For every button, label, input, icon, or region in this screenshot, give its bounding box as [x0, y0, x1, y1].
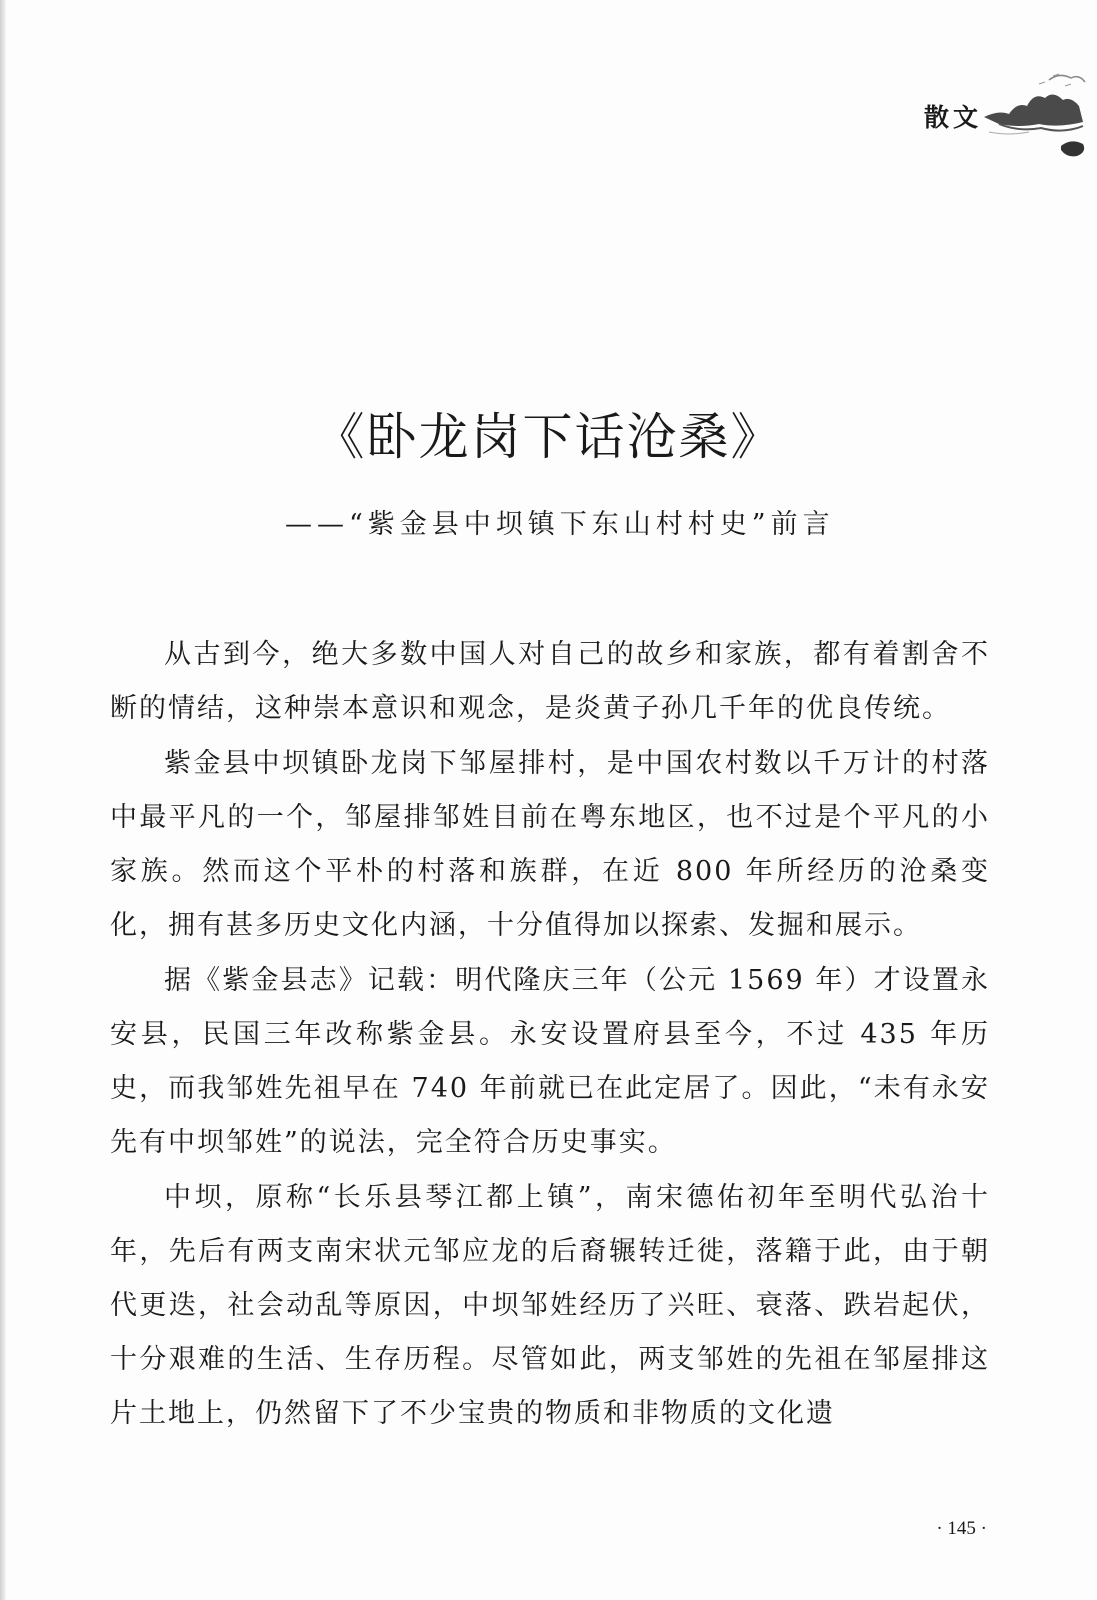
article-subtitle: ——“紫金县中坝镇下东山村村史”前言	[285, 509, 835, 540]
article-title: 《卧龙岗下话沧桑》	[314, 408, 783, 466]
article-body	[110, 628, 990, 1442]
paragraph-2: 紫金县中坝镇卧龙岗下邹屋排村，是中国农村数以千万计的村落中最平凡的一个，邹屋排邹姓目前在粤东地区，也不过是个平凡的小家族。然而这个平朴的村落和族群，在近 800 年所经历的沧桑变化，拥有甚多历史文化内涵，十分值得加以探索、发掘和展示。	[110, 748, 990, 941]
landscape-ornament-icon	[979, 62, 1089, 162]
page-number: · 145 ·	[936, 1518, 987, 1539]
page-binding-edge	[0, 0, 6, 1600]
paragraph-3: 据《紫金县志》记载：明代隆庆三年（公元 1569 年）才设置永安县，民国三年改称紫金县。永安设置府县至今，不过 435 年历史，而我邹姓先祖早在 740 年前就已在此定居了。因此，“未有永安先有中坝邹姓”的说法，完全符合历史事实。	[110, 965, 990, 1158]
section-label: 散文	[923, 103, 982, 132]
paragraph-4: 中坝，原称“长乐县琴江都上镇”，南宋德佑初年至明代弘治十年，先后有两支南宋状元邹应龙的后裔辗转迁徙，落籍于此，由于朝代更迭，社会动乱等原因，中坝邹姓经历了兴旺、衰落、跌岩起伏，十分艰难的生活、生存历程。尽管如此，两支邹姓的先祖在邹屋排这片土地上，仍然留下了不少宝贵的物质和非物质的文化遗	[110, 1182, 990, 1429]
paragraph-1: 从古到今，绝大多数中国人对自己的故乡和家族，都有着割舍不断的情结，这种崇本意识和观念，是炎黄子孙几千年的优良传统。	[110, 639, 990, 724]
